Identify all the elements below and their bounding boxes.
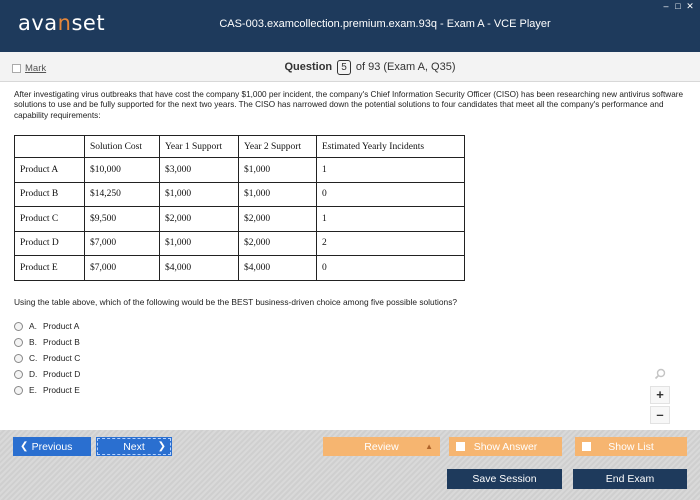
show-answer-label[interactable]: Show Answer bbox=[473, 440, 538, 453]
checkbox-icon[interactable] bbox=[582, 442, 591, 451]
table-header-row bbox=[15, 136, 465, 158]
review-label[interactable]: Review bbox=[364, 440, 399, 453]
table-cell: 1 bbox=[317, 158, 465, 183]
option-letter: C. bbox=[29, 353, 38, 363]
table-cell: Product B bbox=[15, 182, 85, 207]
next-button[interactable] bbox=[96, 437, 172, 456]
show-answer-button[interactable] bbox=[449, 437, 562, 456]
table-header-cell bbox=[15, 136, 85, 158]
table-cell: 2 bbox=[317, 231, 465, 256]
table-header-cell: Solution Cost bbox=[85, 136, 160, 158]
zoom-out-button[interactable]: – bbox=[650, 406, 670, 424]
radio-icon[interactable] bbox=[14, 354, 23, 363]
chevron-right-icon: ❯ bbox=[157, 441, 166, 452]
maximize-icon[interactable]: □ bbox=[675, 1, 681, 11]
question-bar bbox=[0, 52, 700, 82]
solutions-table bbox=[14, 135, 465, 281]
table-cell: $1,000 bbox=[160, 231, 239, 256]
table-cell: $2,000 bbox=[239, 231, 317, 256]
title-bar bbox=[0, 0, 700, 52]
question-label: Question bbox=[284, 61, 333, 73]
answer-options bbox=[14, 318, 80, 398]
table-cell: $4,000 bbox=[239, 256, 317, 281]
radio-icon[interactable] bbox=[14, 386, 23, 395]
magnifier-icon bbox=[650, 368, 670, 384]
table-cell: 1 bbox=[317, 207, 465, 232]
option-letter: D. bbox=[29, 369, 38, 379]
option-c[interactable] bbox=[14, 350, 80, 366]
option-a[interactable] bbox=[14, 318, 80, 334]
show-list-button[interactable] bbox=[575, 437, 687, 456]
previous-label[interactable]: Previous bbox=[31, 440, 73, 453]
table-row bbox=[15, 256, 465, 281]
minimize-icon[interactable]: – bbox=[663, 1, 669, 11]
table-header-cell: Year 1 Support bbox=[160, 136, 239, 158]
question-content bbox=[14, 90, 686, 121]
review-button[interactable] bbox=[323, 437, 440, 456]
table-cell: $1,000 bbox=[160, 182, 239, 207]
option-text[interactable]: Product D bbox=[43, 369, 81, 379]
mark-label[interactable]: Mark bbox=[25, 63, 47, 74]
zoom-in-button[interactable]: + bbox=[650, 386, 670, 404]
table-header-cell: Estimated Yearly Incidents bbox=[317, 136, 465, 158]
window-controls bbox=[662, 2, 694, 10]
table-cell: $10,000 bbox=[85, 158, 160, 183]
chevron-left-icon: ❮ bbox=[20, 441, 29, 452]
radio-icon[interactable] bbox=[14, 338, 23, 347]
question-stem: After investigating virus outbreaks that have cost the company $1,000 per incident, the company's Chief Information Security Officer (CISO) has been researching new antivirus software solutions to use and be fully supported for the next two years. The CISO has narrowed down the potential solutions to four candidates that meet all the company's performance and capability requirements: bbox=[14, 90, 684, 120]
table-cell: $7,000 bbox=[85, 231, 160, 256]
logo-suffix: set bbox=[71, 11, 106, 35]
table-row bbox=[15, 158, 465, 183]
option-text[interactable]: Product A bbox=[43, 321, 80, 331]
table-cell: $7,000 bbox=[85, 256, 160, 281]
table-cell: $3,000 bbox=[160, 158, 239, 183]
option-e[interactable] bbox=[14, 382, 80, 398]
table-row bbox=[15, 207, 465, 232]
previous-button[interactable] bbox=[13, 437, 91, 456]
next-label[interactable]: Next bbox=[123, 440, 145, 453]
option-text[interactable]: Product B bbox=[43, 337, 80, 347]
radio-icon[interactable] bbox=[14, 370, 23, 379]
table-cell: $14,250 bbox=[85, 182, 160, 207]
table-cell: 0 bbox=[317, 182, 465, 207]
table-cell: $1,000 bbox=[239, 182, 317, 207]
logo-accent: n bbox=[57, 11, 72, 35]
question-total: of 93 (Exam A, Q35) bbox=[355, 61, 456, 73]
table-cell: Product D bbox=[15, 231, 85, 256]
table-cell: $2,000 bbox=[239, 207, 317, 232]
option-b[interactable] bbox=[14, 334, 80, 350]
show-list-label[interactable]: Show List bbox=[608, 440, 654, 453]
question-counter bbox=[0, 60, 700, 75]
table-cell: $9,500 bbox=[85, 207, 160, 232]
zoom-tools bbox=[650, 368, 670, 424]
table-row bbox=[15, 182, 465, 207]
table-cell: Product C bbox=[15, 207, 85, 232]
question-number-input[interactable]: 5 bbox=[337, 60, 351, 75]
table-cell: $2,000 bbox=[160, 207, 239, 232]
save-session-button[interactable]: Save Session bbox=[447, 469, 562, 489]
table-row bbox=[15, 231, 465, 256]
window-title: CAS-003.examcollection.premium.exam.93q - Exam A - VCE Player bbox=[219, 18, 551, 30]
table-cell: 0 bbox=[317, 256, 465, 281]
end-exam-button[interactable]: End Exam bbox=[573, 469, 687, 489]
question-prompt: Using the table above, which of the following would be the BEST business-driven choice among five possible solutions? bbox=[14, 297, 458, 307]
table-cell: $4,000 bbox=[160, 256, 239, 281]
option-letter: E. bbox=[29, 385, 37, 395]
option-letter: B. bbox=[29, 337, 37, 347]
option-text[interactable]: Product C bbox=[43, 353, 81, 363]
table-cell: $1,000 bbox=[239, 158, 317, 183]
radio-icon[interactable] bbox=[14, 322, 23, 331]
logo-prefix: ava bbox=[18, 11, 58, 35]
option-d[interactable] bbox=[14, 366, 80, 382]
table-cell: Product E bbox=[15, 256, 85, 281]
close-icon[interactable]: ✕ bbox=[686, 1, 694, 11]
table-cell: Product A bbox=[15, 158, 85, 183]
checkbox-icon[interactable] bbox=[456, 442, 465, 451]
table-header-cell: Year 2 Support bbox=[239, 136, 317, 158]
option-text[interactable]: Product E bbox=[43, 385, 80, 395]
option-letter: A. bbox=[29, 321, 37, 331]
caret-up-icon: ▲ bbox=[425, 442, 433, 451]
